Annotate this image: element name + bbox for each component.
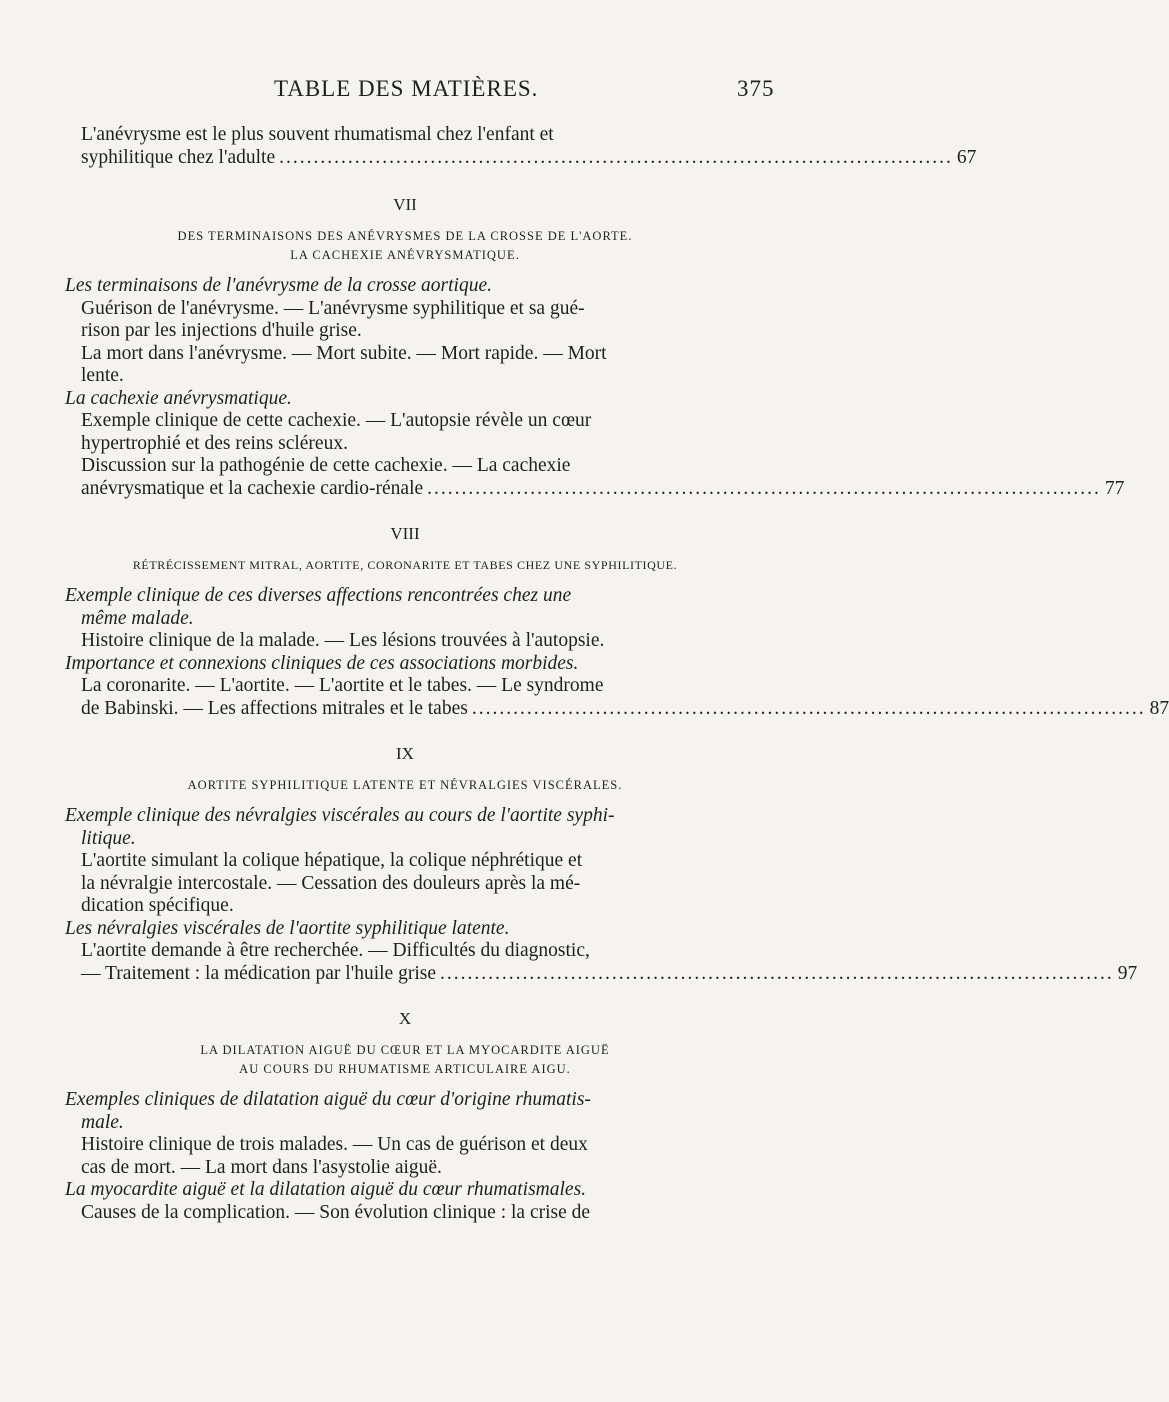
toc-line: — Traitement : la médication par l'huile grise (81, 962, 436, 984)
section-number: VIII (390, 524, 420, 543)
toc-line: de Babinski. — Les affections mitrales et le tabes (81, 697, 468, 719)
toc-heading: La myocardite aiguë et la dilatation aiguë du cœur rhumatismales. (65, 1179, 587, 1200)
toc-line: rison par les injections d'huile grise. (81, 320, 362, 341)
toc-page-ref: 77 (1104, 477, 1125, 499)
toc-line: anévrysmatique et la cachexie cardio-rénale (81, 477, 424, 499)
leader-dots: .................................................................................................. (439, 962, 1114, 984)
page-number: 375 (737, 76, 775, 101)
toc-entry (65, 962, 1138, 986)
section-number: IX (396, 744, 414, 763)
table-of-contents (65, 124, 1169, 1224)
toc-line: dication spécifique. (81, 895, 234, 916)
toc-heading: Exemple clinique de ces diverses affections rencontrées chez une (65, 585, 572, 606)
toc-heading: male. (81, 1111, 124, 1133)
section-title: AORTITE SYPHILITIQUE LATENTE ET NÉVRALGIES VISCÉRALES. (187, 778, 623, 792)
leader-dots: .................................................................................................. (279, 146, 953, 168)
toc-page-ref: 87 (1149, 697, 1169, 719)
section-title: DES TERMINAISONS DES ANÉVRYSMES DE LA CROSSE DE L'AORTE. (177, 229, 633, 243)
section-title: RÉTRÉCISSEMENT MITRAL, AORTITE, CORONARITE ET TABES CHEZ UNE SYPHILITIQUE. (132, 558, 678, 572)
toc-heading: Exemples cliniques de dilatation aiguë du cœur d'origine rhumatis- (65, 1089, 591, 1110)
running-head-title: TABLE DES MATIÈRES. (274, 76, 539, 101)
toc-heading: Exemple clinique des névralgies viscérales au cours de l'aortite syphi- (65, 805, 615, 826)
toc-entry (65, 146, 977, 170)
toc-line: La coronarite. — L'aortite. — L'aortite et le tabes. — Le syndrome (81, 675, 604, 696)
leader-dots: .................................................................................................. (427, 477, 1101, 499)
section-title: LA DILATATION AIGUË DU CŒUR ET LA MYOCARDITE AIGUË (200, 1043, 610, 1057)
toc-line: hypertrophié et des reins scléreux. (81, 432, 348, 454)
section-number: X (398, 1009, 412, 1028)
toc-line: L'aortite simulant la colique hépatique, la colique néphrétique et (81, 850, 583, 871)
toc-heading: La cachexie anévrysmatique. (65, 387, 292, 409)
running-head (0, 76, 801, 106)
toc-line: Guérison de l'anévrysme. — L'anévrysme syphilitique et sa gué- (81, 297, 585, 319)
toc-line: Discussion sur la pathogénie de cette cachexie. — La cachexie (81, 455, 571, 476)
toc-heading: même malade. (81, 607, 194, 629)
toc-entry (65, 697, 1169, 721)
toc-line: syphilitique chez l'adulte (81, 146, 276, 168)
toc-line: L'anévrysme est le plus souvent rhumatismal chez l'enfant et (81, 124, 554, 145)
toc-line: Exemple clinique de cette cachexie. — L'autopsie révèle un cœur (81, 410, 592, 431)
toc-heading: Les névralgies viscérales de l'aortite syphilitique latente. (65, 917, 510, 939)
leader-dots: .................................................................................................. (471, 697, 1146, 719)
section-title: LA CACHEXIE ANÉVRYSMATIQUE. (290, 248, 520, 262)
toc-line: L'aortite demande à être recherchée. — Difficultés du diagnostic, (81, 940, 590, 961)
toc-page-ref: 97 (1117, 962, 1138, 984)
toc-line: la névralgie intercostale. — Cessation des douleurs après la mé- (81, 872, 581, 894)
toc-line: cas de mort. — La mort dans l'asystolie aiguë. (81, 1156, 442, 1178)
section-title: AU COURS DU RHUMATISME ARTICULAIRE AIGU. (239, 1062, 571, 1076)
toc-heading: Les terminaisons de l'anévrysme de la crosse aortique. (65, 275, 492, 296)
section-number: VII (393, 195, 417, 214)
toc-line: Causes de la complication. — Son évolution clinique : la crise de (81, 1201, 591, 1223)
toc-line: lente. (81, 365, 124, 386)
toc-heading: litique. (81, 827, 136, 849)
toc-entry (65, 477, 1125, 501)
toc-line: La mort dans l'anévrysme. — Mort subite. — Mort rapide. — Mort (81, 342, 607, 364)
toc-page-ref: 67 (956, 146, 977, 168)
toc-line: Histoire clinique de la malade. — Les lésions trouvées à l'autopsie. (81, 630, 605, 651)
toc-line: Histoire clinique de trois malades. — Un cas de guérison et deux (81, 1134, 588, 1155)
toc-heading: Importance et connexions cliniques de ces associations morbides. (65, 652, 579, 674)
